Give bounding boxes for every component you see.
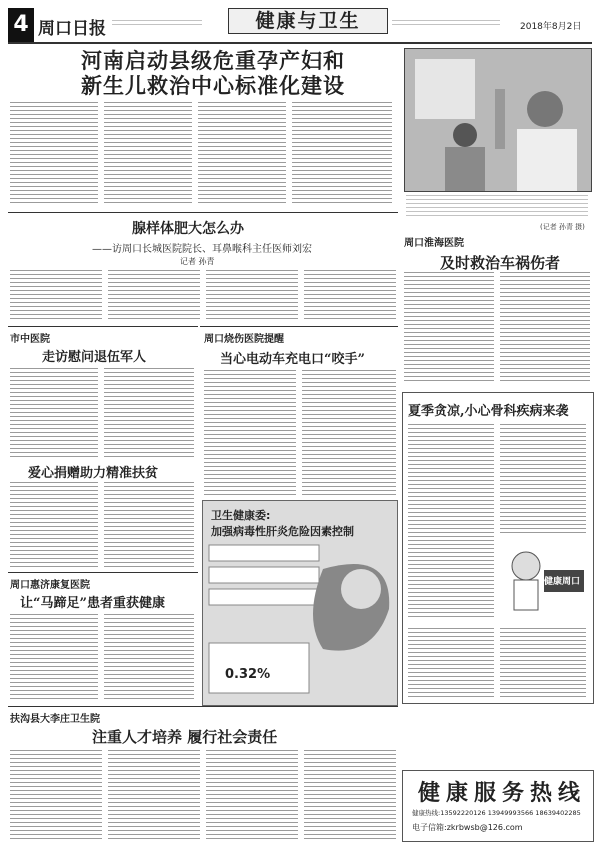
center-body-col1 — [204, 370, 296, 496]
sidebar-1-headline: 走访慰问退伍军人 — [42, 350, 147, 365]
doctor-photo-image — [405, 49, 591, 191]
bottom-kicker: 扶沟县大李庄卫生院 — [10, 714, 100, 725]
feature-headline: 腺样体肥大怎么办 — [132, 221, 244, 237]
photo-caption-credit: (记者 孙青 摄) — [540, 223, 585, 231]
lead-headline — [48, 48, 378, 98]
sidebar-1-body-col1 — [10, 368, 98, 460]
infographic-title-line1: 卫生健康委: — [211, 509, 271, 522]
right-mid-body-lower-col2 — [500, 628, 586, 698]
hotline-email — [412, 822, 523, 833]
sidebar-rule-3 — [8, 572, 198, 573]
ad-illustration — [500, 540, 586, 620]
hotline-email-label: 电子信箱: — [412, 823, 447, 832]
paper-name: 周口日报 — [38, 19, 106, 39]
lead-headline-line2: 新生儿救治中心标准化建设 — [81, 73, 345, 98]
right-top-headline: 及时救治车祸伤者 — [440, 254, 561, 272]
sidebar-3-body-col2 — [104, 614, 194, 702]
right-top-kicker: 周口淮海医院 — [404, 238, 464, 249]
lead-headline-line1: 河南启动县级危重孕产妇和 — [81, 48, 345, 73]
lead-body-col2 — [104, 102, 192, 206]
masthead-editors — [112, 20, 202, 27]
feature-body-col1 — [10, 270, 102, 322]
right-mid-body-lower-col1 — [408, 628, 494, 698]
lead-body-col1 — [10, 102, 98, 206]
lead-body-col4 — [292, 102, 392, 206]
hotline-email-address[interactable]: zkrbwsb@126.com — [446, 823, 523, 832]
bottom-body-col1 — [10, 750, 102, 840]
hotline-title: 健康服务热线 — [418, 780, 587, 806]
masthead-rule — [8, 42, 592, 44]
infographic-stat: 0.32% — [225, 667, 271, 682]
bottom-body-col2 — [108, 750, 200, 840]
bottom-headline: 注重人才培养 履行社会责任 — [92, 728, 278, 746]
right-mid-body-col2 — [500, 424, 586, 536]
feature-body-col3 — [206, 270, 298, 322]
feature-rule — [8, 212, 398, 213]
issue-date: 2018年8月2日 — [520, 22, 582, 32]
feature-body-col2 — [108, 270, 200, 322]
feature-subheadline: ——访周口长城医院院长、耳鼻喉科主任医师刘宏 — [92, 244, 312, 255]
page-number: 4 — [8, 8, 34, 42]
section-title: 健康与卫生 — [228, 8, 388, 34]
feature-body-col4 — [304, 270, 396, 322]
photo-caption-text — [406, 195, 588, 219]
center-rule — [200, 326, 398, 327]
ad-badge: 健康周口 — [544, 577, 581, 587]
sidebar-1-body-col2 — [104, 368, 194, 460]
bottom-body-col4 — [304, 750, 396, 840]
feature-byline: 记者 孙青 — [180, 257, 215, 266]
lead-body-col3 — [198, 102, 286, 206]
lead-photo — [404, 48, 592, 192]
bottom-rule — [8, 706, 398, 707]
sidebar-2-headline: 爱心捐赠助力精准扶贫 — [28, 466, 159, 481]
right-top-body-col2 — [500, 272, 590, 384]
sidebar-2-body-col2 — [104, 482, 194, 568]
infographic — [202, 500, 398, 706]
sidebar-3-headline: 让“马蹄足”患者重获健康 — [20, 596, 165, 611]
hotline-phones: 健康热线:13592220126 13949993566 18639402285 — [412, 809, 581, 817]
right-mid-headline: 夏季贪凉,小心骨科疾病来袭 — [408, 404, 569, 419]
center-body-col2 — [302, 370, 396, 496]
masthead-contact — [392, 20, 500, 27]
bottom-body-col3 — [206, 750, 298, 840]
sidebar-2-body-col1 — [10, 482, 98, 568]
infographic-title-line2: 加强病毒性肝炎危险因素控制 — [211, 525, 354, 538]
center-headline: 当心电动车充电口“咬手” — [220, 352, 365, 367]
sidebar-3-kicker: 周口惠济康复医院 — [10, 580, 90, 591]
sidebar-rule-1 — [8, 326, 198, 327]
sidebar-3-body-col1 — [10, 614, 98, 702]
sidebar-1-kicker: 市中医院 — [10, 334, 50, 345]
right-top-body-col1 — [404, 272, 494, 384]
center-kicker: 周口烧伤医院提醒 — [204, 334, 284, 345]
right-mid-body-col1 — [408, 424, 494, 620]
